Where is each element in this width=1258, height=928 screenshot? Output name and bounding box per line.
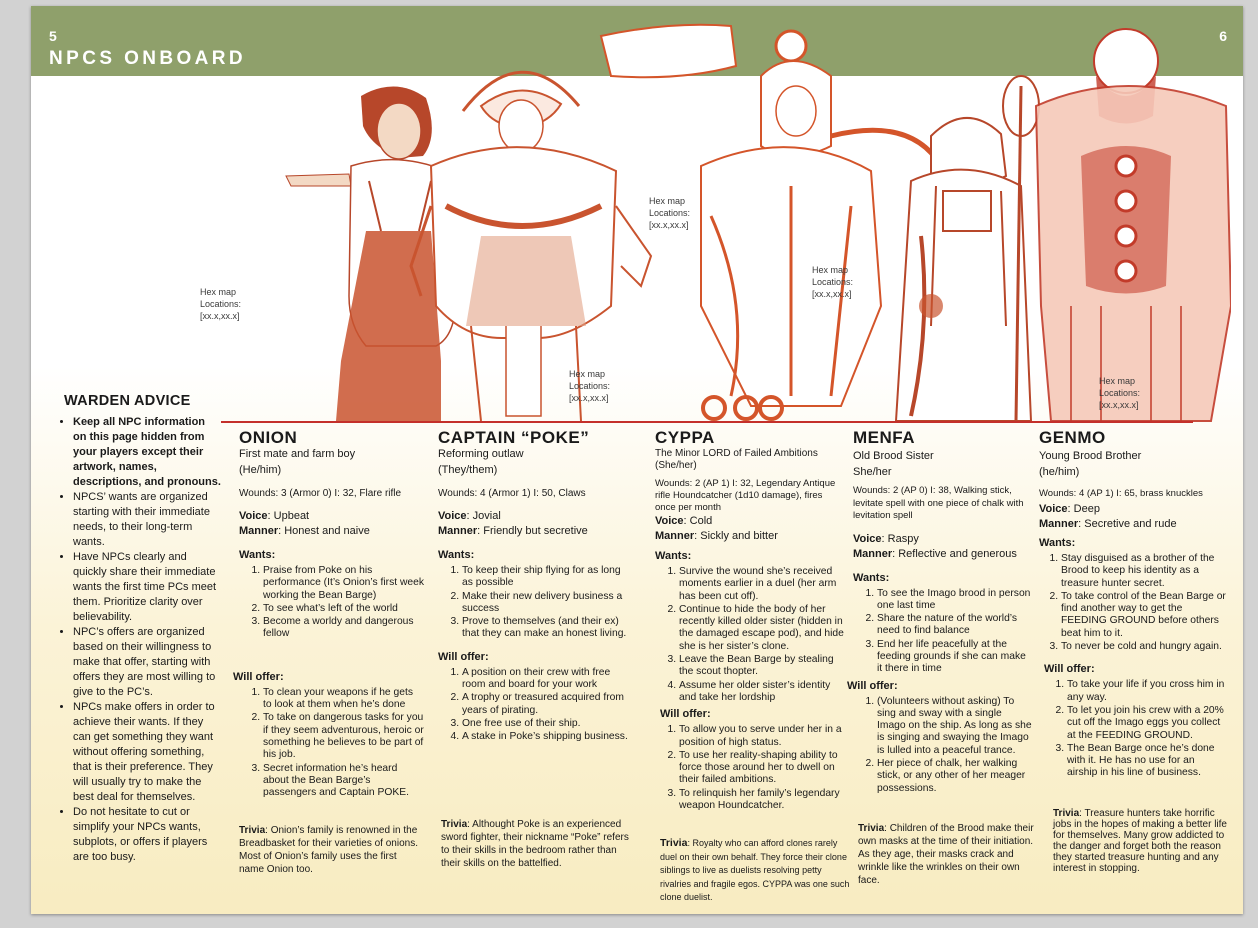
npc-offers-list: [853, 696, 1033, 795]
warden-advice-item: • NPCs make offers in order to achieve their wants. If they can get something they want without offering something, that is their preference. They will usually try to make the best deal for themselves.: [73, 700, 221, 805]
npc-stats: Wounds: 2 (AP 0) I: 38, Walking stick, levitate spell with one piece of chalk with levitation spell: [853, 485, 1024, 521]
offer-item: 3. To relinquish her family’s legendary weapon Houndcatcher.: [679, 788, 845, 813]
npc-voice: Voice: Deep: [1039, 503, 1100, 515]
npc-lineup-illustration: [231, 6, 1231, 426]
want-item: 2. To take control of the Bean Barge or find another way to get the FEEDING GROUND before others beat him to it.: [1061, 591, 1227, 640]
npc-name: ONION: [239, 428, 298, 447]
npc-pronouns: (he/him): [1039, 466, 1080, 478]
npc-trivia: Trivia: Althought Poke is an experienced sword fighter, their nickname “Poke” refers to their skills in the bedroom rather than their skills on the battelfied.: [441, 819, 629, 869]
npc-voice: Voice: Upbeat: [239, 510, 310, 522]
warden-advice-item: • Have NPCs clearly and quickly share their immediate wants the first time PCs meet them. Prioritize clarity over believability.: [73, 550, 221, 625]
offer-item: 1. To clean your weapons if he gets to look at them when he’s done: [263, 687, 424, 712]
npc-voice: Voice: Cold: [655, 515, 713, 527]
want-item: 2. Share the nature of the world’s need to find balance: [877, 613, 1033, 638]
warden-advice-item: • NPC’s offers are organized based on their willingness to make that offer, starting with offers they are most willing to give to the PC’s.: [73, 625, 221, 700]
offer-item: 1. To take your life if you cross him in any way.: [1067, 679, 1227, 704]
npc-pronouns: (She/her): [655, 460, 697, 471]
warden-advice-box: [51, 393, 221, 865]
rulebook-spread: [31, 6, 1243, 914]
want-item: 1. Stay disguised as a brother of the Brood to keep his identity as a treasure hunter secret.: [1061, 553, 1227, 590]
npc-name: MENFA: [853, 428, 915, 447]
page-number-left: 5: [49, 28, 57, 44]
npc-wants-heading: Wants:: [1039, 537, 1076, 549]
npc-name: CYPPA: [655, 428, 715, 447]
want-item: 3. Leave the Bean Barge by stealing the scout thopter.: [679, 654, 845, 679]
want-item: 1. To see the Imago brood in person one last time: [877, 588, 1033, 613]
npc-card-poke: [438, 428, 629, 869]
npc-offers-list: [239, 687, 424, 800]
menfa-illustration: [896, 76, 1039, 421]
npc-offers-list: [655, 724, 845, 812]
npc-pronouns: She/her: [853, 466, 892, 478]
want-item: 4. Assume her older sister’s identity and take her lordship: [679, 680, 845, 705]
want-item: 3. Become a worldy and dangerous fellow: [263, 616, 424, 641]
offer-item: 2. To use her reality-shaping ability to force those around her to dwell on their failed ambitions.: [679, 750, 845, 787]
npc-wants-list: [853, 588, 1033, 676]
npc-wants-list: [655, 566, 845, 704]
want-item: 2. To see what’s left of the world: [263, 603, 424, 615]
offer-item: 2. A trophy or treasured acquired from years of pirating.: [462, 692, 628, 717]
chapter-title: NPCS ONBOARD: [49, 48, 247, 69]
npc-offers-heading: Will offer:: [1044, 663, 1095, 676]
warden-advice-list: [51, 415, 221, 865]
want-item: 2. Continue to hide the body of her recently killed older sister (hidden in the damaged escape pod), and hide she is her sister’s clone.: [679, 604, 845, 653]
warden-advice-item: • NPCS’ wants are organized starting with their immediate needs, to their long-term wants.: [73, 490, 221, 550]
npc-trivia: Trivia: Treasure hunters take horrific jobs in the hopes of making a better life for themselves. Many grow addicted to the danger and forget both the reason they started treasure hunting and any interest in stopping.: [1053, 808, 1227, 874]
poke-illustration: [411, 72, 651, 421]
npc-wants-heading: Wants:: [655, 550, 692, 562]
npc-voice: Voice: Jovial: [438, 510, 501, 522]
npc-voice: Voice: Raspy: [853, 532, 919, 545]
npc-card-cyppa: [655, 428, 850, 902]
npc-trivia: Trivia: Onion’s family is renowned in the Breadbasket for their varieties of onions. Most of Onion’s family uses the first name Onion too.: [239, 825, 418, 875]
npc-card-genmo: [1039, 428, 1227, 874]
hex-map-label-menfa: Hex map Locations: [xx.x,xx.x]: [812, 265, 854, 299]
page-number-right: 6: [1219, 28, 1227, 44]
npc-role: Reforming outlaw: [438, 448, 524, 460]
offer-item: 3. Secret information he’s heard about the Bean Barge’s passengers and Captain POKE.: [263, 763, 424, 800]
hex-map-label-cyppa: Hex map Locations: [xx.x,xx.x]: [649, 196, 691, 230]
npc-offers-heading: Will offer:: [847, 679, 898, 692]
offer-item: 3. One free use of their ship.: [462, 718, 628, 730]
want-item: 1. Praise from Poke on his performance (It’s Onion’s first week working the Bean Barge): [263, 565, 424, 602]
npc-wants-heading: Wants:: [853, 571, 890, 584]
npc-stats: Wounds: 4 (Armor 1) I: 50, Claws: [438, 488, 586, 499]
want-item: 1. To keep their ship flying for as long as possible: [462, 565, 628, 590]
npc-offers-heading: Will offer:: [233, 670, 284, 683]
npc-offers-list: [1039, 679, 1227, 779]
npc-role: The Minor LORD of Failed Ambitions: [655, 448, 818, 459]
npc-manner: Manner: Friendly but secretive: [438, 525, 588, 537]
offer-item: 2. Her piece of chalk, her walking stick, or any other of her meager possessions.: [877, 758, 1033, 795]
npc-wants-list: [438, 565, 628, 641]
npc-stats: Wounds: 3 (Armor 0) I: 32, Flare rifle: [239, 488, 402, 499]
want-item: 1. Survive the wound she’s received moments earlier in a duel (her arm has been cut off).: [679, 566, 845, 603]
hex-map-label-genmo: Hex map Locations: [xx.x,xx.x]: [1099, 376, 1141, 410]
offer-item: 2. To take on dangerous tasks for you if they seem adventurous, heroic or something he believes to be part of his job.: [263, 712, 424, 761]
npc-card-onion: [233, 428, 424, 875]
npc-wants-heading: Wants:: [239, 549, 276, 561]
npc-pronouns: (He/him): [239, 464, 282, 476]
npc-wants-list: [239, 565, 424, 641]
npc-name: GENMO: [1039, 428, 1106, 447]
want-item: 3. To never be cold and hungry again.: [1061, 641, 1227, 653]
genmo-illustration: [1036, 29, 1231, 421]
npc-offers-heading: Will offer:: [438, 650, 489, 663]
npc-offers-heading: Will offer:: [660, 708, 711, 721]
hex-map-label-onion: Hex map Locations: [xx.x,xx.x]: [200, 287, 242, 321]
npc-stats: Wounds: 2 (AP 1) I: 32, Legendary Antique rifle Houndcatcher (1d10 damage), fires once per month: [655, 478, 836, 513]
onion-illustration: [286, 86, 456, 421]
npc-manner: Manner: Honest and naive: [239, 525, 370, 537]
npc-role: Young Brood Brother: [1039, 450, 1142, 462]
npc-wants-heading: Wants:: [438, 549, 475, 561]
hex-map-label-poke: Hex map Locations: [xx.x,xx.x]: [569, 369, 611, 403]
want-item: 3. Prove to themselves (and their ex) that they can make an honest living.: [462, 616, 628, 641]
npc-manner: Manner: Sickly and bitter: [655, 530, 778, 542]
npc-card-menfa: [847, 428, 1034, 886]
npc-trivia: Trivia: Royalty who can afford clones rarely duel on their own behalf. They force their clone siblings to live as duelists resolving petty rivalries and fragile egos. CYPPA was one such clone duelist.: [660, 837, 850, 902]
npc-role: First mate and farm boy: [239, 448, 356, 460]
npc-name: CAPTAIN “POKE”: [438, 428, 590, 447]
offer-item: 1. (Volunteers without asking) To sing and sway with a single Imago on the ship. As long as she is singing and swaying the Imago is lulled into a peaceful trance.: [877, 696, 1033, 757]
offer-item: 3. The Bean Barge once he’s done with it. He has no use for an airship in his line of business.: [1067, 743, 1227, 780]
npc-manner: Manner: Reflective and generous: [853, 547, 1017, 560]
npc-wants-list: [1039, 553, 1227, 653]
offer-item: 4. A stake in Poke’s shipping business.: [462, 731, 628, 743]
warden-advice-item: • Keep all NPC information on this page hidden from your players except their artwork, names, descriptions, and pronouns.: [73, 415, 221, 490]
section-divider: [221, 421, 1193, 423]
npc-manner: Manner: Secretive and rude: [1039, 518, 1177, 530]
npc-pronouns: (They/them): [438, 464, 498, 476]
offer-item: 2. To let you join his crew with a 20% cut off the Imago eggs you collect at the FEEDING GROUND.: [1067, 705, 1227, 742]
npc-stats: Wounds: 4 (AP 1) I: 65, brass knuckles: [1039, 488, 1203, 499]
warden-advice-title: WARDEN ADVICE: [64, 393, 191, 409]
offer-item: 1. A position on their crew with free room and board for your work: [462, 667, 628, 692]
npc-offers-list: [438, 667, 628, 744]
npc-role: Old Brood Sister: [853, 450, 934, 462]
warden-advice-item: • Do not hesitate to cut or simplify your NPCs wants, subplots, or offers if players are too busy.: [73, 805, 221, 865]
offer-item: 1. To allow you to serve under her in a position of high status.: [679, 724, 845, 749]
want-item: 3. End her life peacefully at the feeding grounds if she can make it there in time: [877, 639, 1033, 676]
want-item: 2. Make their new delivery business a success: [462, 591, 628, 616]
npc-trivia: Trivia: Children of the Brood make their own masks at the time of their initiation. As they age, their masks crack and wrinkle like the wrinkles on their own face.: [858, 823, 1034, 886]
